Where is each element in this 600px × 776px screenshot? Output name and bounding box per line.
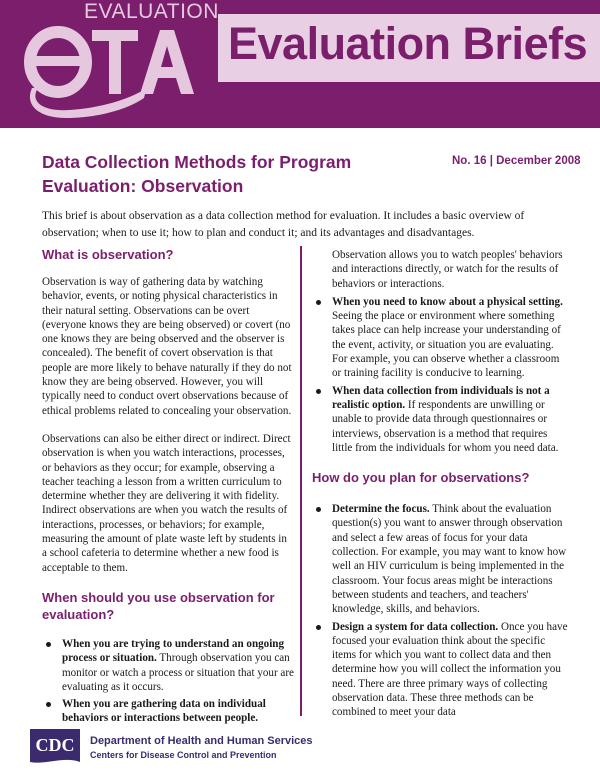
bullet-bold-text: When you need to know about a physical setting. xyxy=(332,295,563,308)
continued-paragraph: Observation allows you to watch peoples' behaviors and interactions directly, or watch for the results of behaviors or interactions. xyxy=(332,249,563,290)
department-name: Department of Health and Human Services xyxy=(90,735,313,747)
column-divider xyxy=(300,246,302,716)
what-paragraph-1: Observation is way of gathering data by watching behavior, events, or noting physical characteristics in their natural setting. Observations can be overt (everyone knows they are being observed) or covert (no one knows they are being observed and the observer is concealed). The benefit of covert observation is that people are more likely to behave naturally if they do not know they are being observed. However, you will typically need to conduct overt observations because of ethical problems related to concealing your observation. xyxy=(42,276,292,417)
bullet-bold-text: When you are trying to understand an ongoing process or situation. xyxy=(62,637,285,665)
bullet-bold-text: When you are gathering data on individual behaviors or interactions between people. xyxy=(62,698,266,725)
logo-word: EVALUATION xyxy=(84,0,219,23)
plan-list xyxy=(312,502,570,719)
bullet-icon xyxy=(316,507,321,512)
document-title xyxy=(42,150,422,198)
bullet-icon xyxy=(316,300,321,305)
bullet-icon xyxy=(46,642,51,647)
what-paragraph-2: Observations can also be either direct or indirect. Direct observation is when you watch interactions, processes, or behaviors as they occur; for example, observing a teacher teaching a lesson from a written curriculum to determine whether they are delivering it with fidelity. Indirect observations are when you watch the results of interactions, processes, or behaviors; for example, measuring the amount of plate waste left by students in a school cafeteria to determine whether a new food is acceptable to them. xyxy=(42,432,291,574)
page-title: Evaluation Briefs xyxy=(228,18,588,69)
bullet-text: Seeing the place or environment where something takes place can help increase your understanding of the event, activity, or situation you are evaluating. For example, you can observe whether a classroom or training facility is conducive to learning. xyxy=(332,310,561,380)
bullet-icon xyxy=(316,389,321,394)
list-item xyxy=(312,295,570,381)
bullet-icon xyxy=(316,625,321,630)
list-item xyxy=(312,620,570,720)
when-list xyxy=(42,637,294,726)
bullet-text: Think about the evaluation question(s) you want to answer through observation and select a few areas of focus for your data collection. For example, you may want to know how well an HIV curriculum is being implemented in the classroom. Your focus areas might be interactions between students and teachers, and teachers' knowledge, skills, and behaviors. xyxy=(332,503,567,616)
list-item xyxy=(42,637,294,694)
right-column xyxy=(312,248,570,723)
bullet-bold-text: When data collection from individuals is not a realistic option. xyxy=(332,384,550,411)
list-item xyxy=(312,384,570,455)
document-title-line1: Data Collection Methods for Program xyxy=(42,152,352,172)
bullet-text: If respondents are unwilling or unable to provide data through questionnaires or interviews, observation is a method that requires little from the individuals for whom you need data. xyxy=(332,398,559,454)
header-banner xyxy=(0,0,600,128)
list-item xyxy=(312,502,570,616)
list-item xyxy=(42,697,294,726)
cdc-logo-text: CDC xyxy=(35,735,75,755)
left-column xyxy=(42,246,294,729)
bullet-text: Once you have focused your evaluation think about the specific items for which you want to collect data and then determine how you will collect the information you need. There are three primary ways of collecting observation data. These three methods can be combined to meet your data xyxy=(332,620,568,719)
bullet-bold-text: Determine the focus. xyxy=(332,503,430,516)
bullet-bold-text: Design a system for data collection. xyxy=(332,620,499,633)
when-list-continued xyxy=(312,295,570,455)
bullet-icon xyxy=(46,702,51,707)
intro-paragraph: This brief is about observation as a data collection method for evaluation. It includes a basic overview of observation; when to use it; how to plan and conduct it; and its advantages and disadvantages. xyxy=(42,210,525,239)
cdc-full-name: Centers for Disease Control and Prevention xyxy=(90,750,277,760)
bullet-text: Through observation you can monitor or watch a process or situation that your are evaluating as it occurs. xyxy=(62,652,294,693)
section-heading-when: When should you use observation for evaluation? xyxy=(42,589,275,622)
cdc-logo-icon xyxy=(30,729,80,765)
section-heading-plan: How do you plan for observations? xyxy=(312,470,530,486)
document-title-line2: Evaluation: Observation xyxy=(42,176,244,196)
section-heading-what: What is observation? xyxy=(42,247,174,262)
issue-number-date: No. 16 | December 2008 xyxy=(452,155,581,167)
